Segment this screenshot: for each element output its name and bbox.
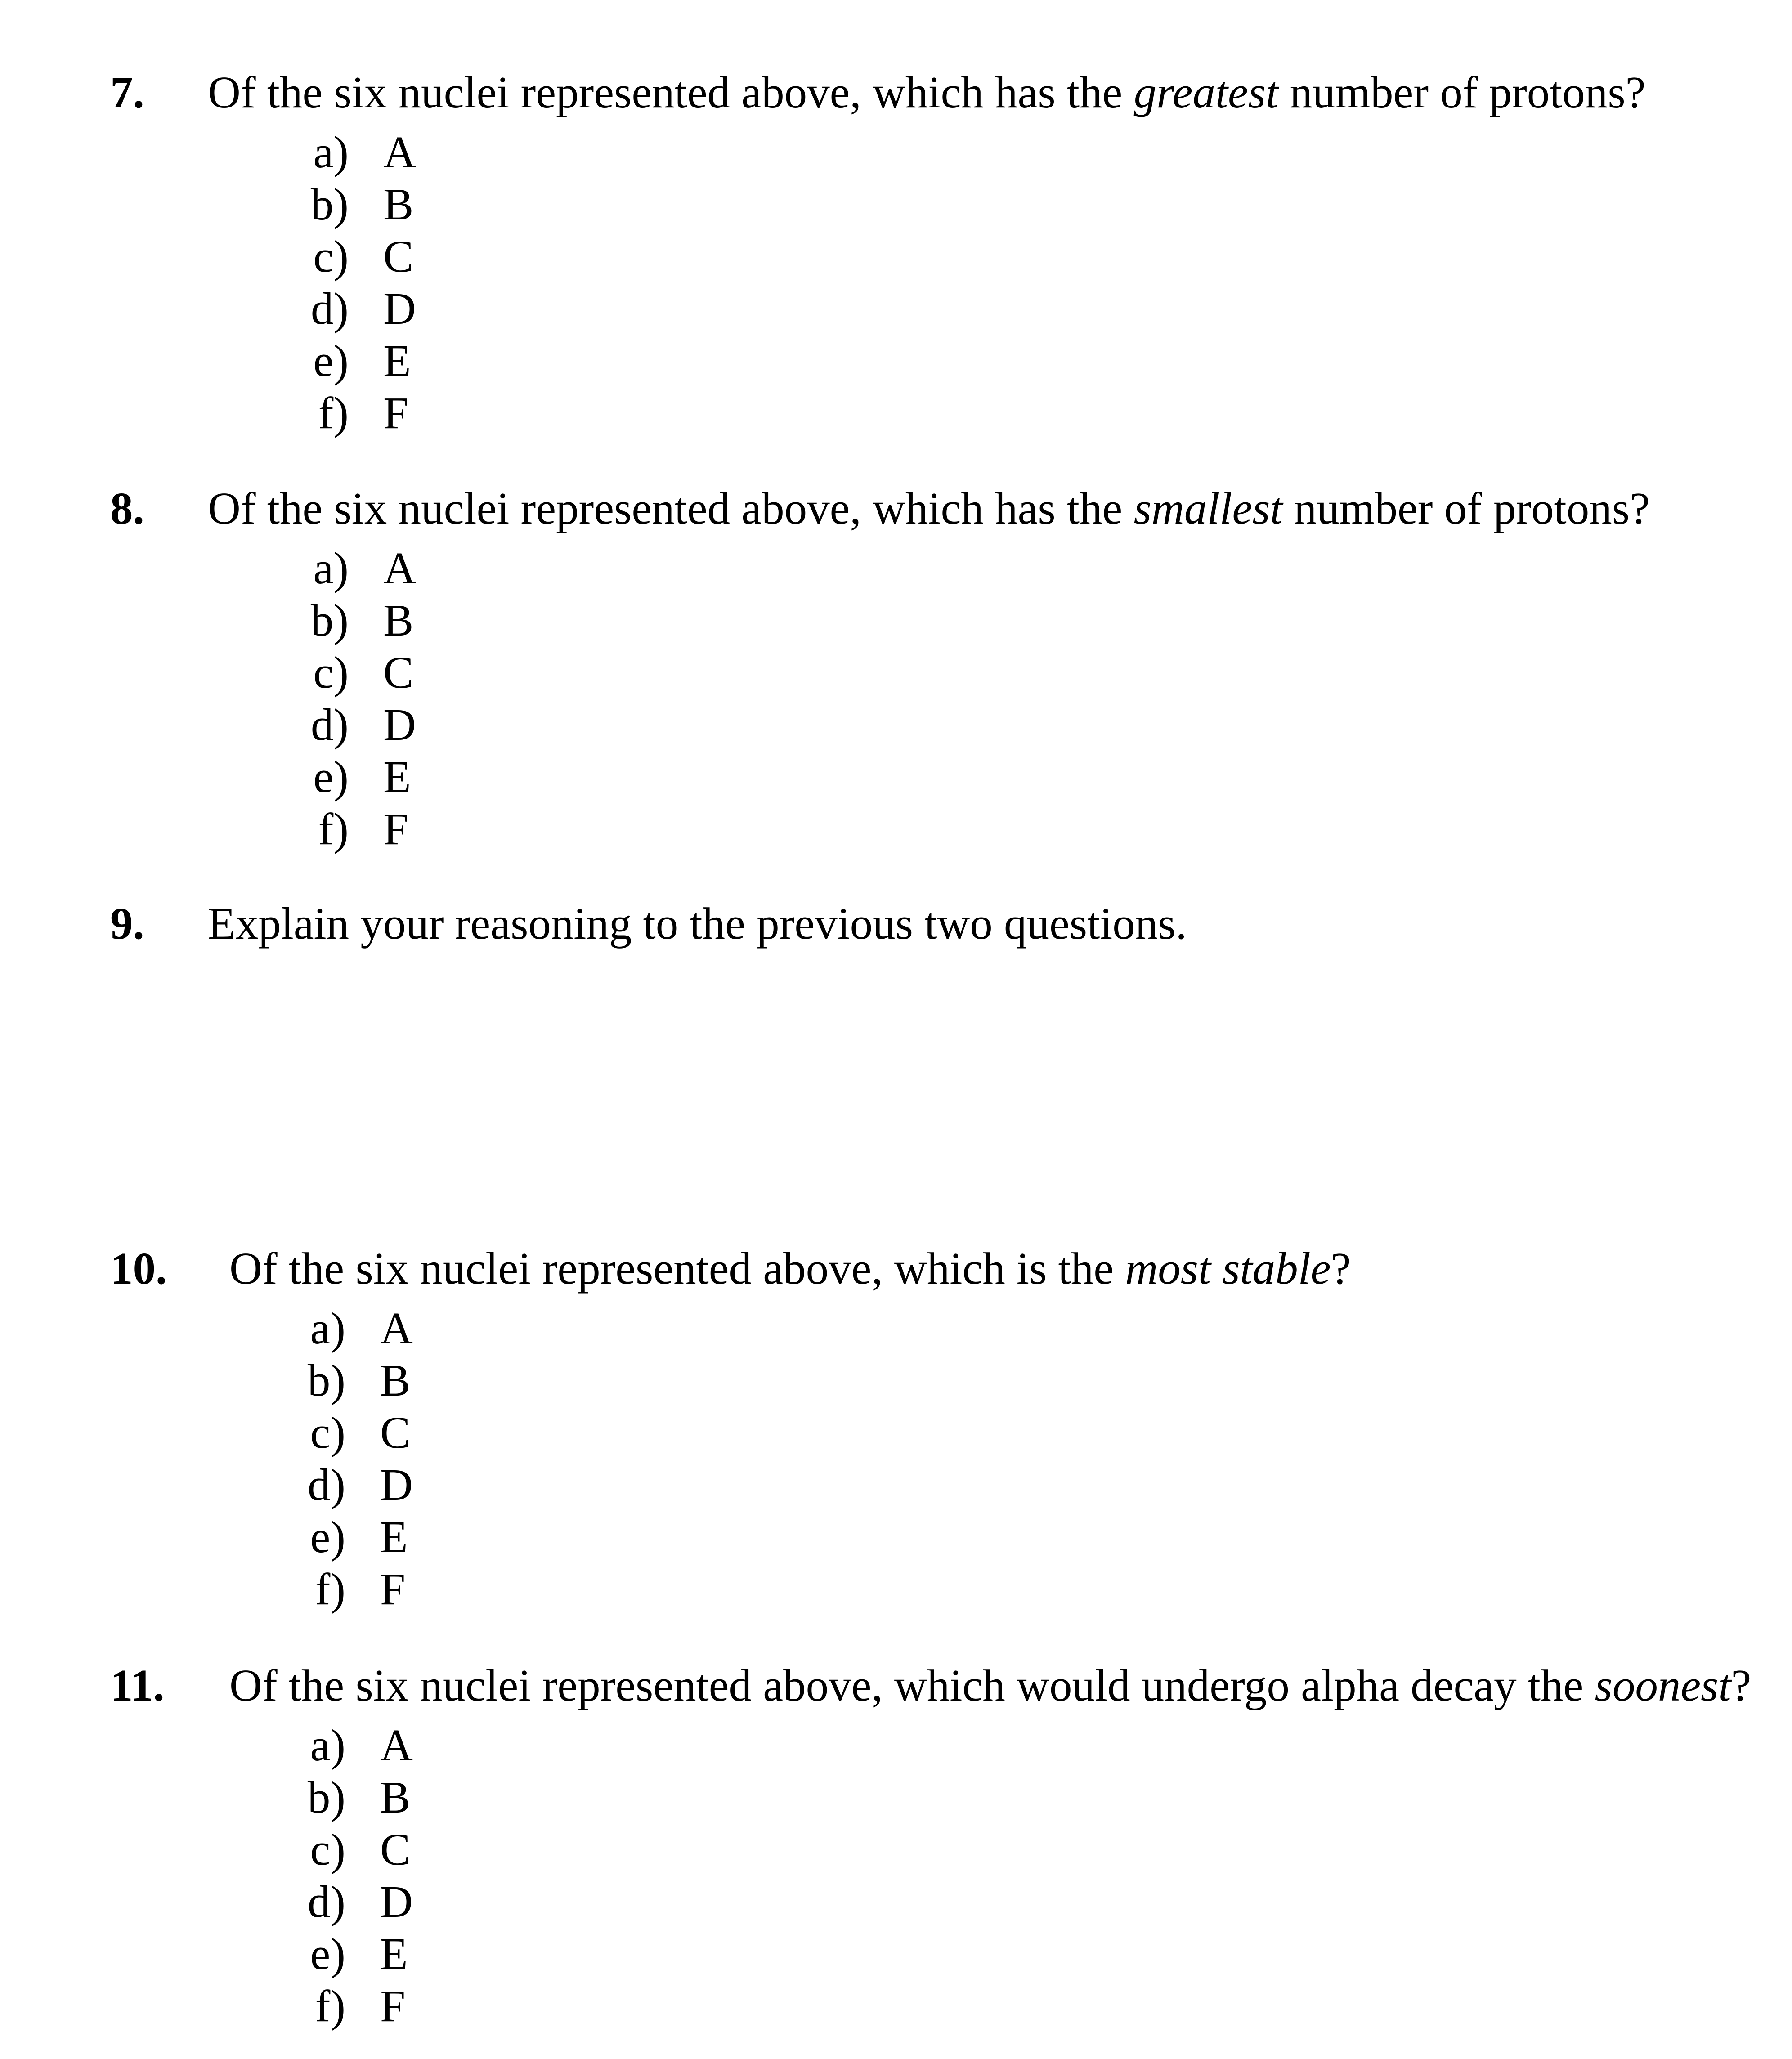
- option-letter: a): [313, 543, 349, 593]
- option-letter: d): [307, 1459, 345, 1510]
- question-text-end: number of protons?: [1278, 67, 1646, 117]
- question-text-start: Of the six nuclei represented above, which has the: [208, 483, 1134, 533]
- question-text-start: Of the six nuclei represented above, which is the: [229, 1243, 1125, 1294]
- question-11: [0, 1652, 1792, 2032]
- question-number: 7.: [110, 67, 144, 117]
- option-letter: c): [310, 1824, 345, 1875]
- option-letter: b): [310, 595, 349, 645]
- answer-option-a[interactable]: [0, 1302, 1792, 1354]
- answer-options: [0, 1719, 1792, 2032]
- option-letter: d): [310, 283, 349, 334]
- option-letter: e): [313, 752, 349, 802]
- answer-option-c[interactable]: [0, 646, 1792, 698]
- option-letter: f): [318, 804, 349, 854]
- option-value: D: [383, 283, 416, 334]
- question-text-start: Of the six nuclei represented above, which would undergo alpha decay the: [229, 1660, 1595, 1710]
- question-number: 10.: [110, 1243, 167, 1294]
- answer-option-c[interactable]: [0, 1823, 1792, 1875]
- option-value: E: [383, 336, 411, 386]
- answer-option-f[interactable]: [0, 1563, 1792, 1615]
- question-line: [0, 1652, 1792, 1719]
- option-value: B: [380, 1355, 411, 1405]
- option-value: F: [380, 1981, 406, 2031]
- option-letter: a): [310, 1303, 345, 1353]
- question-text-start: Of the six nuclei represented above, which has the: [208, 67, 1134, 117]
- option-letter: f): [318, 388, 349, 438]
- option-value: E: [380, 1929, 408, 1979]
- question-emphasis: soonest: [1595, 1660, 1731, 1710]
- question-text: [208, 58, 1645, 126]
- answer-option-f[interactable]: [0, 1980, 1792, 2032]
- option-letter: b): [307, 1355, 345, 1405]
- option-value: D: [380, 1876, 413, 1927]
- question-text-end: number of protons?: [1282, 483, 1650, 533]
- question-text: [208, 474, 1650, 542]
- option-letter: b): [310, 179, 349, 229]
- option-value: F: [380, 1564, 406, 1614]
- option-value: D: [383, 699, 416, 750]
- answer-option-f[interactable]: [0, 803, 1792, 855]
- question-text: Explain your reasoning to the previous two questions.: [208, 898, 1187, 949]
- question-text-end: ?: [1331, 1243, 1351, 1294]
- option-letter: b): [307, 1772, 345, 1822]
- question-9: [0, 890, 1792, 957]
- answer-option-f[interactable]: [0, 387, 1792, 439]
- answer-option-b[interactable]: [0, 1771, 1792, 1823]
- question-emphasis: greatest: [1133, 67, 1279, 117]
- option-value: C: [383, 231, 414, 282]
- option-value: E: [380, 1512, 408, 1562]
- answer-option-e[interactable]: [0, 1928, 1792, 1980]
- option-value: F: [383, 388, 409, 438]
- option-letter: f): [315, 1981, 345, 2031]
- option-value: C: [380, 1407, 411, 1458]
- answer-option-d[interactable]: [0, 1459, 1792, 1511]
- question-8: [0, 474, 1792, 855]
- option-value: A: [380, 1303, 413, 1353]
- question-7: [0, 58, 1792, 439]
- option-value: A: [380, 1720, 413, 1770]
- question-line: [0, 890, 1792, 957]
- option-value: B: [383, 179, 414, 229]
- question-text: [229, 1235, 1351, 1302]
- question-10: [0, 1235, 1792, 1615]
- question-emphasis: most stable: [1125, 1243, 1331, 1294]
- answer-option-b[interactable]: [0, 178, 1792, 230]
- option-letter: c): [313, 647, 349, 698]
- option-letter: a): [310, 1720, 345, 1770]
- option-value: A: [383, 543, 416, 593]
- answer-option-b[interactable]: [0, 1354, 1792, 1406]
- option-value: B: [380, 1772, 411, 1822]
- question-number: 9.: [110, 898, 144, 949]
- question-line: [0, 58, 1792, 126]
- answer-options: [0, 542, 1792, 855]
- answer-option-d[interactable]: [0, 698, 1792, 751]
- answer-option-a[interactable]: [0, 126, 1792, 178]
- option-letter: e): [310, 1929, 345, 1979]
- option-value: D: [380, 1459, 413, 1510]
- option-value: F: [383, 804, 409, 854]
- option-value: C: [383, 647, 414, 698]
- option-letter: f): [315, 1564, 345, 1614]
- question-text: [229, 1652, 1751, 1719]
- answer-option-e[interactable]: [0, 751, 1792, 803]
- option-letter: d): [307, 1876, 345, 1927]
- answer-option-e[interactable]: [0, 335, 1792, 387]
- option-letter: e): [310, 1512, 345, 1562]
- question-number: 11.: [110, 1660, 165, 1710]
- option-letter: d): [310, 699, 349, 750]
- answer-option-c[interactable]: [0, 230, 1792, 282]
- option-value: B: [383, 595, 414, 645]
- question-text-end: ?: [1731, 1660, 1752, 1710]
- option-letter: e): [313, 336, 349, 386]
- question-emphasis: smallest: [1133, 483, 1283, 533]
- answer-option-c[interactable]: [0, 1406, 1792, 1459]
- question-line: [0, 1235, 1792, 1302]
- answer-options: [0, 126, 1792, 439]
- option-value: E: [383, 752, 411, 802]
- answer-option-d[interactable]: [0, 1875, 1792, 1928]
- option-letter: c): [313, 231, 349, 282]
- option-value: A: [383, 127, 416, 177]
- answer-option-d[interactable]: [0, 282, 1792, 335]
- answer-option-e[interactable]: [0, 1511, 1792, 1563]
- question-number: 8.: [110, 483, 144, 533]
- answer-options: [0, 1302, 1792, 1615]
- option-value: C: [380, 1824, 411, 1875]
- answer-option-a[interactable]: [0, 1719, 1792, 1771]
- answer-option-a[interactable]: [0, 542, 1792, 594]
- option-letter: a): [313, 127, 349, 177]
- question-line: [0, 474, 1792, 542]
- option-letter: c): [310, 1407, 345, 1458]
- answer-option-b[interactable]: [0, 594, 1792, 646]
